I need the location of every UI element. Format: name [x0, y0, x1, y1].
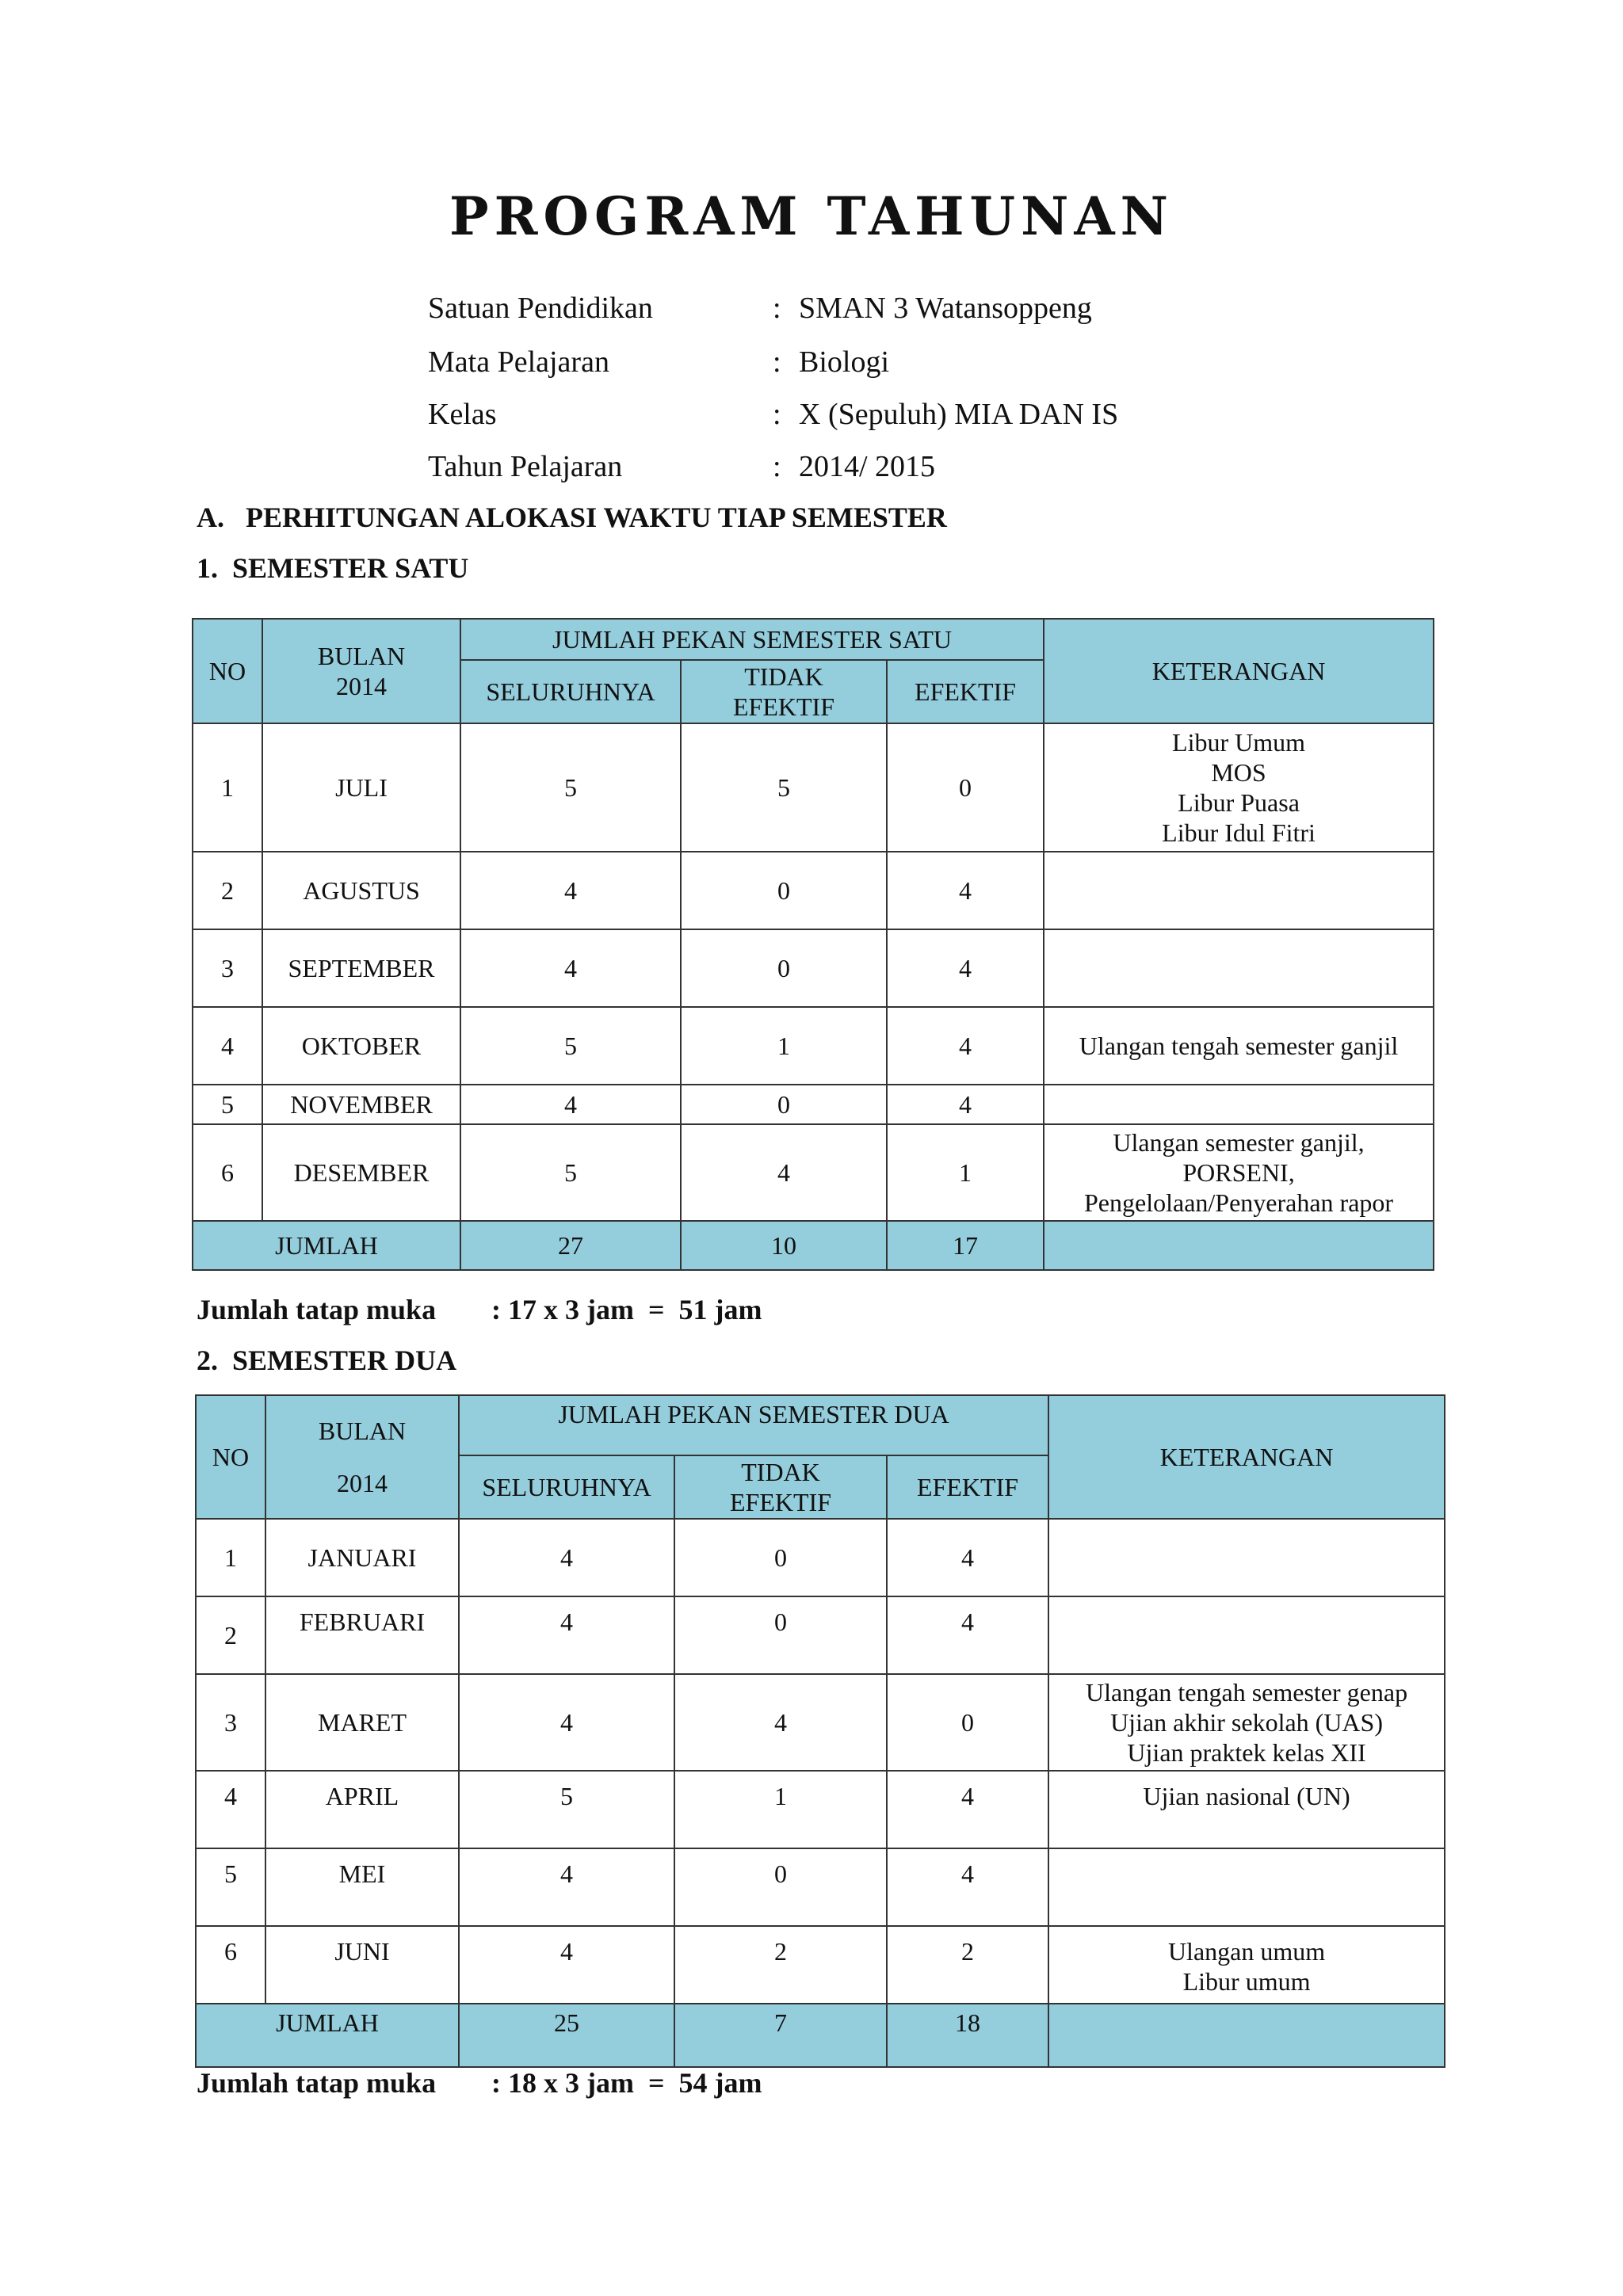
cell-no: 1	[193, 723, 262, 852]
cell-seluruhnya: 5	[460, 1124, 681, 1221]
cell-seluruhnya: 4	[459, 1926, 674, 2004]
col-header-group: JUMLAH PEKAN SEMESTER DUA	[459, 1395, 1048, 1455]
cell-efektif: 1	[887, 1124, 1044, 1221]
cell-efektif: 0	[887, 723, 1044, 852]
total-seluruhnya: 25	[459, 2004, 674, 2067]
keterangan-line: Libur Umum	[1172, 728, 1306, 757]
info-colon: :	[773, 450, 781, 483]
keterangan-line: MOS	[1211, 758, 1266, 787]
cell-no: 5	[196, 1848, 265, 1926]
info-value-satuan: SMAN 3 Watansoppeng	[799, 292, 1092, 325]
info-label-mapel: Mata Pelajaran	[428, 345, 609, 379]
col-header-bulan-label: BULAN	[317, 642, 406, 670]
keterangan-line: Ujian praktek kelas XII	[1127, 1738, 1366, 1767]
total-row	[193, 1221, 1434, 1270]
semester-2-heading: 2. SEMESTER DUA	[197, 1344, 457, 1376]
cell-bulan: MARET	[265, 1674, 459, 1771]
col-header-bulan-label: BULAN	[318, 1417, 407, 1445]
cell-seluruhnya: 4	[459, 1674, 674, 1771]
keterangan-line: Libur Puasa	[1178, 788, 1300, 817]
total-keterangan	[1048, 2004, 1445, 2067]
total-tidak-efektif: 10	[681, 1221, 887, 1270]
cell-keterangan	[1048, 1596, 1445, 1674]
info-label-satuan: Satuan Pendidikan	[428, 292, 653, 325]
cell-seluruhnya: 4	[460, 852, 681, 929]
cell-keterangan	[1044, 852, 1434, 929]
info-colon: :	[773, 292, 781, 325]
col-header-bulan	[265, 1395, 459, 1519]
total-seluruhnya: 27	[460, 1221, 681, 1270]
cell-tidak-efektif: 0	[681, 852, 887, 929]
total-row	[196, 2004, 1445, 2067]
col-header-seluruhnya: SELURUHNYA	[460, 660, 681, 723]
col-header-tidak-efektif	[681, 660, 887, 723]
cell-tidak-efektif: 0	[674, 1848, 887, 1926]
cell-bulan: AGUSTUS	[262, 852, 460, 929]
info-label-tahun: Tahun Pelajaran	[428, 450, 623, 483]
total-efektif: 17	[887, 1221, 1044, 1270]
table-row	[196, 1674, 1445, 1771]
col-header-no: NO	[196, 1395, 265, 1519]
cell-efektif: 4	[887, 852, 1044, 929]
col-header-tidak: TIDAK	[744, 662, 823, 691]
cell-bulan: APRIL	[265, 1771, 459, 1848]
cell-tidak-efektif: 4	[681, 1124, 887, 1221]
info-value-tahun: 2014/ 2015	[799, 450, 936, 483]
cell-tidak-efektif: 2	[674, 1926, 887, 2004]
keterangan-line: Libur Idul Fitri	[1162, 818, 1316, 847]
col-header-tidak-efektif	[674, 1455, 887, 1519]
info-value-mapel: Biologi	[799, 345, 890, 379]
cell-keterangan	[1048, 1926, 1445, 2004]
cell-bulan: FEBRUARI	[265, 1596, 459, 1674]
cell-no: 4	[193, 1007, 262, 1085]
tatap-muka-value-1: : 17 x 3 jam = 51 jam	[491, 1294, 762, 1325]
col-header-year: 2014	[336, 672, 387, 700]
tatap-muka-label-1: Jumlah tatap muka	[197, 1294, 437, 1325]
col-header-tidak: TIDAK	[741, 1458, 820, 1486]
cell-efektif: 4	[887, 929, 1044, 1007]
keterangan-line: Ulangan tengah semester ganjil	[1079, 1032, 1399, 1060]
cell-efektif: 0	[887, 1674, 1048, 1771]
cell-no: 2	[196, 1596, 265, 1674]
total-efektif: 18	[887, 2004, 1048, 2067]
cell-tidak-efektif: 4	[674, 1674, 887, 1771]
cell-tidak-efektif: 5	[681, 723, 887, 852]
cell-keterangan	[1044, 929, 1434, 1007]
cell-no: 5	[193, 1085, 262, 1124]
cell-no: 6	[196, 1926, 265, 2004]
cell-seluruhnya: 4	[459, 1848, 674, 1926]
tatap-muka-label-2: Jumlah tatap muka	[197, 2067, 437, 2099]
cell-bulan: JANUARI	[265, 1519, 459, 1596]
semester-2-table	[195, 1394, 1445, 2068]
page-title: PROGRAM TAHUNAN	[449, 185, 1174, 247]
cell-keterangan	[1048, 1674, 1445, 1771]
cell-no: 1	[196, 1519, 265, 1596]
cell-seluruhnya: 4	[460, 1085, 681, 1124]
cell-no: 3	[193, 929, 262, 1007]
cell-seluruhnya: 5	[460, 1007, 681, 1085]
cell-keterangan	[1044, 1124, 1434, 1221]
cell-efektif: 4	[887, 1519, 1048, 1596]
cell-bulan: SEPTEMBER	[262, 929, 460, 1007]
cell-tidak-efektif: 1	[681, 1007, 887, 1085]
cell-efektif: 4	[887, 1007, 1044, 1085]
info-label-kelas: Kelas	[428, 398, 497, 431]
cell-tidak-efektif: 0	[681, 1085, 887, 1124]
total-tidak-efektif: 7	[674, 2004, 887, 2067]
table-row	[193, 929, 1434, 1007]
cell-seluruhnya: 4	[459, 1519, 674, 1596]
cell-efektif: 2	[887, 1926, 1048, 2004]
table-row	[196, 1771, 1445, 1848]
cell-bulan: DESEMBER	[262, 1124, 460, 1221]
cell-bulan: MEI	[265, 1848, 459, 1926]
col-header-keterangan: KETERANGAN	[1044, 619, 1434, 723]
cell-no: 6	[193, 1124, 262, 1221]
cell-seluruhnya: 4	[460, 929, 681, 1007]
keterangan-line: Ujian akhir sekolah (UAS)	[1110, 1708, 1383, 1737]
total-keterangan	[1044, 1221, 1434, 1270]
table-row	[196, 1926, 1445, 2004]
keterangan-line: Libur umum	[1182, 1967, 1311, 1996]
cell-keterangan	[1044, 1007, 1434, 1085]
cell-no: 3	[196, 1674, 265, 1771]
cell-efektif: 4	[887, 1771, 1048, 1848]
table-row	[193, 723, 1434, 852]
col-header-no: NO	[193, 619, 262, 723]
col-header-year: 2014	[337, 1469, 388, 1497]
total-label: JUMLAH	[196, 2004, 459, 2067]
cell-keterangan	[1048, 1519, 1445, 1596]
cell-bulan: OKTOBER	[262, 1007, 460, 1085]
col-header-tidak-efektif-sub: EFEKTIF	[730, 1488, 831, 1516]
cell-keterangan	[1048, 1771, 1445, 1848]
cell-tidak-efektif: 0	[674, 1519, 887, 1596]
cell-bulan: JUNI	[265, 1926, 459, 2004]
cell-tidak-efektif: 0	[674, 1596, 887, 1674]
cell-keterangan	[1044, 723, 1434, 852]
cell-tidak-efektif: 1	[674, 1771, 887, 1848]
col-header-bulan	[262, 619, 460, 723]
info-value-kelas: X (Sepuluh) MIA DAN IS	[799, 398, 1119, 431]
col-header-efektif: EFEKTIF	[887, 660, 1044, 723]
info-colon: :	[773, 398, 781, 431]
cell-seluruhnya: 5	[459, 1771, 674, 1848]
cell-no: 4	[196, 1771, 265, 1848]
cell-no: 2	[193, 852, 262, 929]
keterangan-line: Ulangan umum	[1167, 1937, 1326, 1966]
keterangan-line: Ulangan semester ganjil,	[1113, 1128, 1365, 1157]
table-row	[193, 1124, 1434, 1221]
cell-seluruhnya: 4	[459, 1596, 674, 1674]
cell-efektif: 4	[887, 1085, 1044, 1124]
cell-efektif: 4	[887, 1596, 1048, 1674]
cell-bulan: JULI	[262, 723, 460, 852]
semester-1-table	[192, 618, 1434, 1271]
col-header-keterangan: KETERANGAN	[1048, 1395, 1445, 1519]
tatap-muka-value-2: : 18 x 3 jam = 54 jam	[491, 2067, 762, 2099]
table-row	[196, 1596, 1445, 1674]
table-row	[193, 852, 1434, 929]
table-row	[196, 1519, 1445, 1596]
cell-efektif: 4	[887, 1848, 1048, 1926]
table-row	[193, 1085, 1434, 1124]
table-row	[193, 1007, 1434, 1085]
keterangan-line: Ujian nasional (UN)	[1143, 1782, 1350, 1810]
section-a-heading: A. PERHITUNGAN ALOKASI WAKTU TIAP SEMESTER	[197, 502, 947, 533]
col-header-efektif: EFEKTIF	[887, 1455, 1048, 1519]
info-colon: :	[773, 345, 781, 379]
cell-keterangan	[1044, 1085, 1434, 1124]
keterangan-line: Pengelolaan/Penyerahan rapor	[1084, 1188, 1394, 1217]
cell-tidak-efektif: 0	[681, 929, 887, 1007]
table-row	[196, 1848, 1445, 1926]
col-header-seluruhnya: SELURUHNYA	[459, 1455, 674, 1519]
col-header-group: JUMLAH PEKAN SEMESTER SATU	[460, 619, 1044, 660]
total-label: JUMLAH	[193, 1221, 460, 1270]
keterangan-line: Ulangan tengah semester genap	[1086, 1678, 1408, 1707]
semester-1-heading: 1. SEMESTER SATU	[197, 552, 469, 584]
cell-seluruhnya: 5	[460, 723, 681, 852]
col-header-tidak-efektif-sub: EFEKTIF	[733, 692, 834, 721]
cell-bulan: NOVEMBER	[262, 1085, 460, 1124]
cell-keterangan	[1048, 1848, 1445, 1926]
keterangan-line: PORSENI,	[1182, 1158, 1295, 1187]
